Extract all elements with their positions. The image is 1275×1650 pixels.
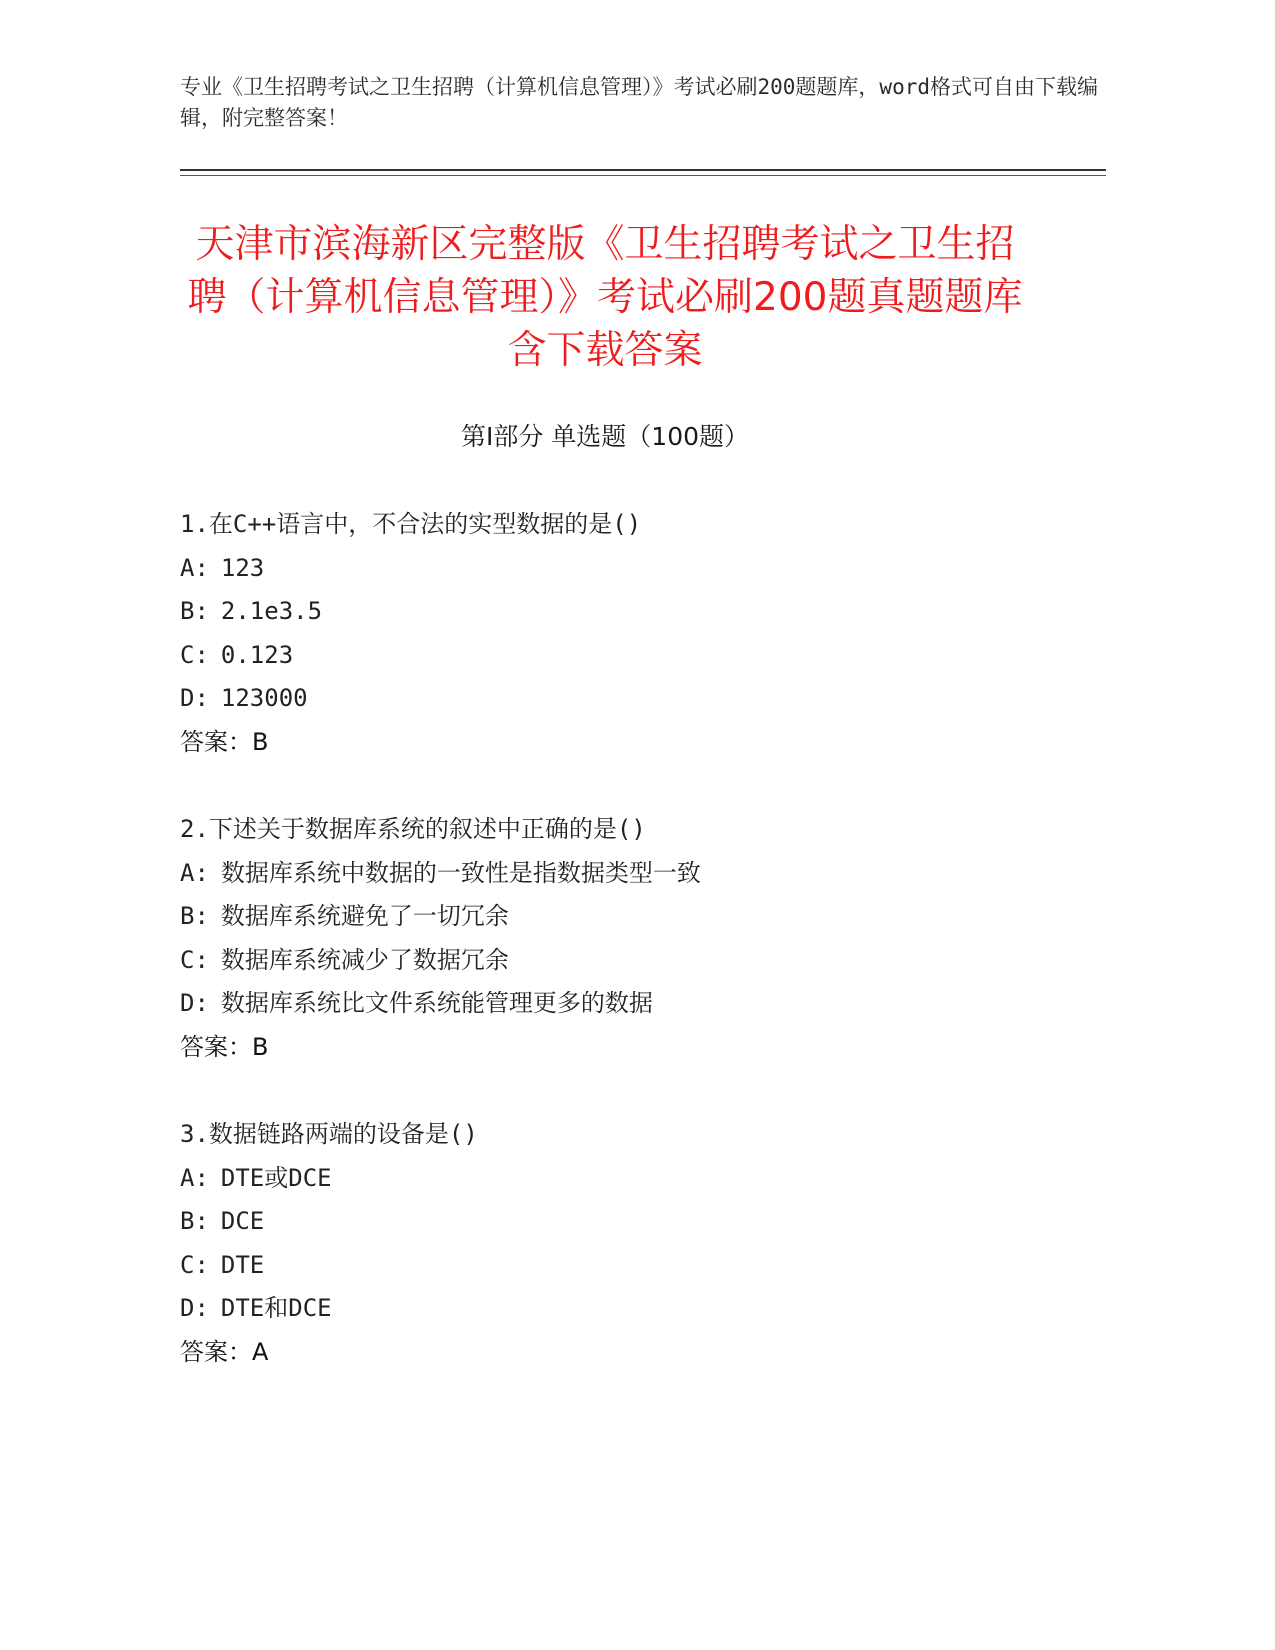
answer: 答案：B <box>180 1032 269 1061</box>
option-text: DTE或DCE <box>220 1163 332 1192</box>
option-text: 数据库系统减少了数据冗余 <box>220 945 509 974</box>
option-label: C: <box>180 1250 209 1279</box>
option-label: A: <box>180 1163 209 1192</box>
option-b <box>180 895 1080 939</box>
option-text: 数据库系统比文件系统能管理更多的数据 <box>220 989 653 1017</box>
answer: 答案：B <box>180 727 269 756</box>
option-text: DTE <box>220 1250 265 1279</box>
option-c <box>180 634 1080 678</box>
option-label: B: <box>180 597 209 625</box>
option-text: DCE <box>220 1207 265 1235</box>
option-text: 123 <box>220 553 265 582</box>
document-title: 天津市滨海新区完整版《卫生招聘考试之卫生招聘（计算机信息管理）》考试必刷200题真题题库含下载答案 <box>187 222 1023 373</box>
header-divider-thin <box>180 175 1106 176</box>
option-label: B: <box>180 1207 209 1235</box>
question-stem: 2.下述关于数据库系统的叙述中正确的是() <box>180 815 646 843</box>
option-text: 0.123 <box>220 640 294 669</box>
question-2 <box>180 808 1080 1069</box>
option-d <box>180 1287 1080 1331</box>
option-label: D: <box>180 989 209 1017</box>
option-d <box>180 677 1080 721</box>
question-stem: 3.数据链路两端的设备是() <box>180 1120 478 1148</box>
question-3 <box>180 1113 1080 1374</box>
option-a <box>180 852 1080 896</box>
option-d <box>180 982 1080 1026</box>
option-text: 数据库系统中数据的一致性是指数据类型一致 <box>220 858 701 887</box>
question-stem: 1.在C++语言中，不合法的实型数据的是() <box>180 510 642 538</box>
option-c <box>180 1244 1080 1288</box>
option-label: C: <box>180 945 209 974</box>
option-text: DTE和DCE <box>220 1294 332 1322</box>
header-divider-thick <box>180 169 1106 171</box>
option-b <box>180 590 1080 634</box>
header-note: 专业《卫生招聘考试之卫生招聘（计算机信息管理）》考试必刷200题题库，word格式可自由下载编辑，附完整答案！ <box>180 75 1098 130</box>
option-label: A: <box>180 553 209 582</box>
option-label: B: <box>180 902 209 930</box>
option-label: A: <box>180 858 209 887</box>
option-label: D: <box>180 1294 209 1322</box>
option-label: D: <box>180 684 209 712</box>
section-heading: 第Ⅰ部分 单选题（100题） <box>460 422 750 451</box>
option-c <box>180 939 1080 983</box>
question-1 <box>180 503 1080 764</box>
option-label: C: <box>180 640 209 669</box>
option-b <box>180 1200 1080 1244</box>
option-text: 123000 <box>220 684 308 712</box>
answer: 答案：A <box>180 1337 269 1366</box>
option-text: 2.1e3.5 <box>220 597 323 625</box>
option-a <box>180 547 1080 591</box>
option-text: 数据库系统避免了一切冗余 <box>220 902 509 930</box>
option-a <box>180 1157 1080 1201</box>
